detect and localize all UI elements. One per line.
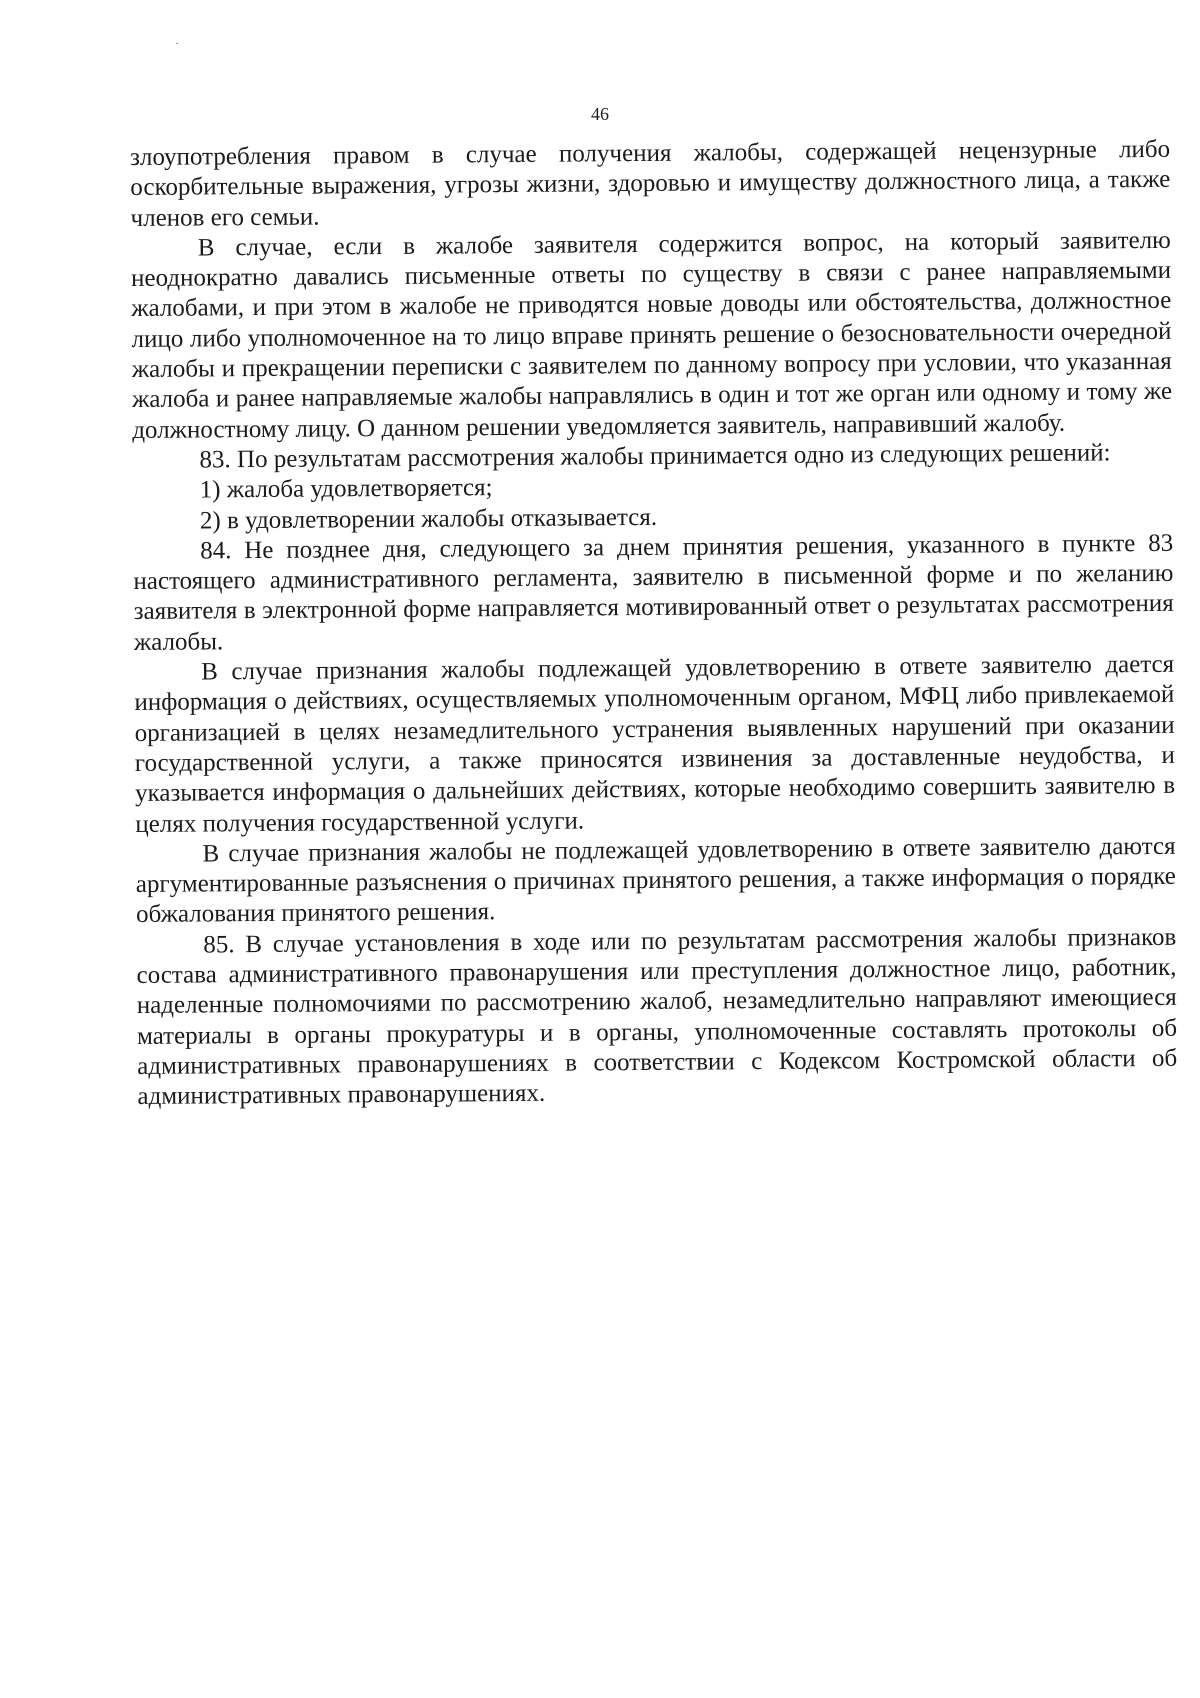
- document-body: [130, 135, 1178, 1113]
- scan-speck: [176, 43, 178, 44]
- page-number: 46: [591, 104, 609, 124]
- paragraph-complaint-satisfied: В случае признания жалобы подлежащей удовлетворению в ответе заявителю дается информация о действиях, осуществляемых уполномоченным органом, МФЦ либо привлекаемой организацией в целях незамедлительного устранения выявленных нарушений при оказании государственной услуги, а также приносятся извинения за доставленные неудобства, и указывается информация о дальнейших действиях, которые необходимо совершить заявителю в целях получения государственной услуги.: [134, 650, 1176, 838]
- paragraph-85: 85. В случае установления в ходе или по результатам рассмотрения жалобы признаков состава административного правонарушения или преступления должностное лицо, работник, наделенные полномочиями по рассмотрению жалоб, незамедлительно направляют имеющиеся материалы в органы прокуратуры и в органы, уполномоченные составлять протоколы об административных правонарушениях в соответствии с Кодексом Костромской области об административных правонарушениях.: [136, 923, 1178, 1111]
- paragraph-83: 83. По результатам рассмотрения жалобы принимается одно из следующих решений:: [199, 439, 1111, 474]
- paragraph-continuation: злоупотребления правом в случае получения жалобы, содержащей нецензурные либо оскорбительные выражения, угрозы жизни, здоровью и имуществу должностного лица, а также членов его семьи.: [130, 135, 1171, 232]
- paragraph-complaint-rejected: В случае признания жалобы не подлежащей удовлетворению в ответе заявителю даются аргументированные разъяснения о причинах принятого решения, а также информация о порядке обжалования принятого решения.: [135, 832, 1176, 929]
- paragraph-84: 84. Не позднее дня, следующего за днем принятия решения, указанного в пункте 83 настоящего административного регламента, заявителю в письменной форме и по желанию заявителя в электронной форме направляется мотивированный ответ о результатах рассмотрения жалобы.: [133, 529, 1174, 656]
- list-item-1: 1) жалоба удовлетворяется;: [199, 474, 493, 504]
- list-item-2: 2) в удовлетворении жалобы отказывается.: [199, 503, 658, 535]
- paragraph-repeated-complaints: В случае, если в жалобе заявителя содержится вопрос, на который заявителю неоднократно давались письменные ответы по существу в связи с ранее направляемыми жалобами, и при этом в жалобе не приводятся новые доводы или обстоятельства, должностное лицо либо уполномоченное на то лицо вправе принять решение о безосновательности очередной жалобы и прекращении переписки с заявителем по данному вопросу при условии, что указанная жалоба и ранее направляемые жалобы направлялись в один и тот же орган или одному и тому же должностному лицу. О данном решении уведомляется заявитель, направивший жалобу.: [130, 226, 1173, 444]
